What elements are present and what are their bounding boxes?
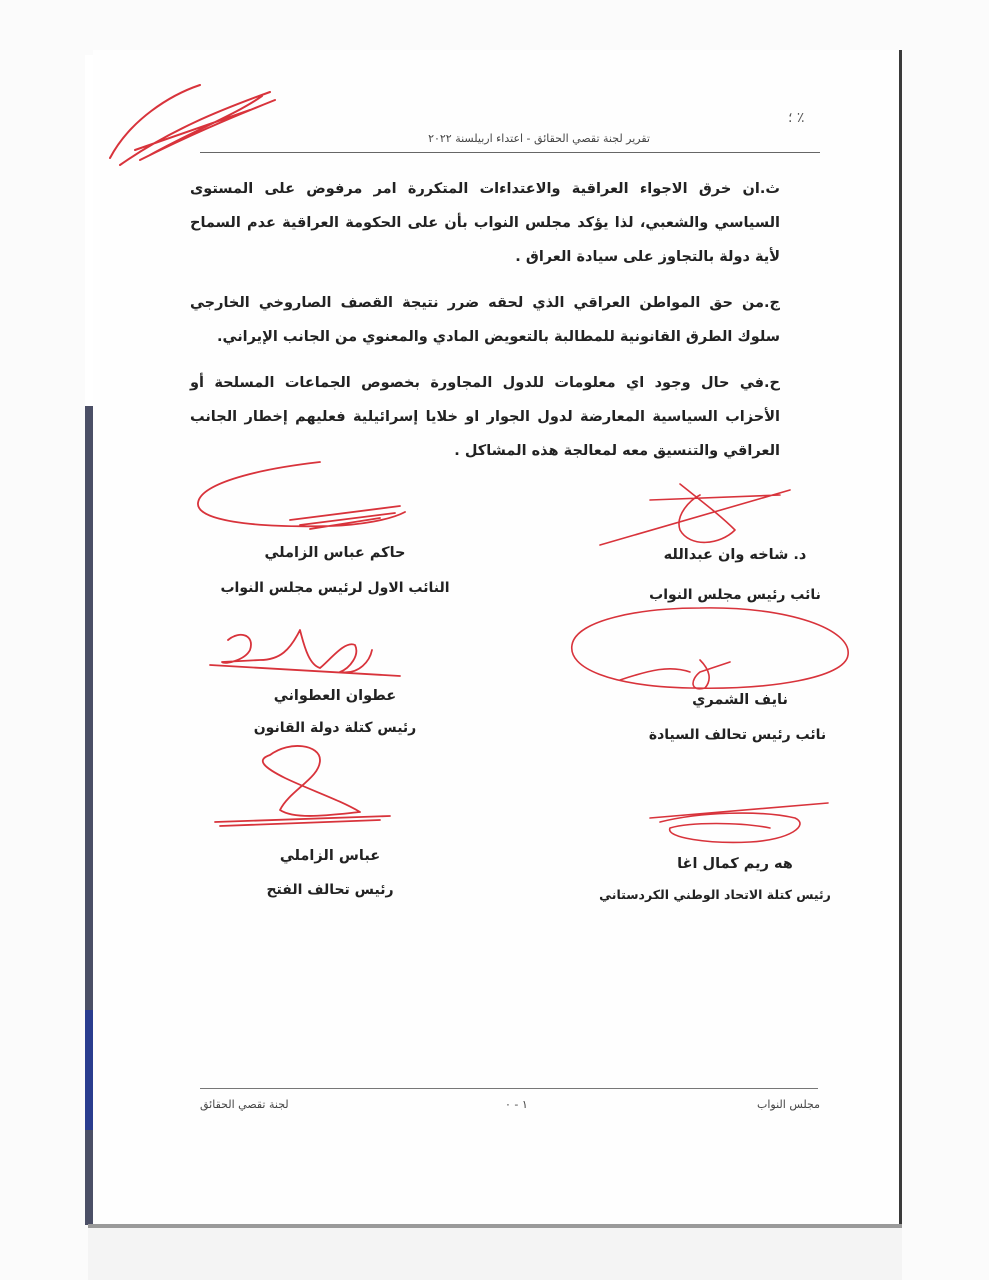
clause-prefix: ث. [759,181,780,197]
signatory-title: رئيس كتلة الاتحاد الوطني الكردستاني [599,887,831,902]
signatory-name: حاكم عباس الزاملي [264,545,406,561]
clause-tha [190,172,780,274]
footer-committee: لجنة تقصي الحقائق [200,1098,289,1111]
signatory-name: عطوان العطواني [273,688,397,704]
signatory-title: رئيس كتلة دولة القانون [253,720,417,736]
footer-parliament: مجلس النواب [757,1098,820,1111]
clause-ha [190,366,780,468]
clause-text: ان خرق الاجواء العراقية والاعتداءات المتكررة امر مرفوض على المستوى السياسي والشعبي، لذا يؤكد مجلس النواب بأن على الحكومة العراقية عدم السماح لأية دولة بالتجاوز على سيادة العراق . [190,181,780,265]
page-edge [899,50,902,1230]
signatory-title: النائب الاول لرئيس مجلس النواب [220,580,450,596]
clause-jeem [190,286,780,354]
page-mark: ؛ ٪ [788,110,805,126]
signatory-title: نائب رئيس مجلس النواب [649,587,821,603]
header-rule [200,152,820,153]
footer-rule [200,1088,818,1089]
scanner-bed [88,1228,902,1280]
signatory-name: نايف الشمري [692,692,788,708]
signatory-title: نائب رئيس تحالف السيادة [648,727,827,743]
signatory-name: عباس الزاملي [279,848,381,864]
clause-text: من حق المواطن العراقي الذي لحقه ضرر نتيجة القصف الصاروخي الخارجي سلوك الطرق القانونية للمطالبة بالتعويض المادي والمعنوي من الجانب الإيراني. [190,295,780,345]
footer-page-number: ١ - ٠ [505,1098,528,1111]
signatory-name: هه ريم كمال اغا [677,856,793,872]
signatory-title: رئيس تحالف الفتح [266,882,394,898]
clause-prefix: ح. [764,375,780,391]
clause-text: في حال وجود اي معلومات للدول المجاورة بخصوص الجماعات المسلحة أو الأحزاب السياسية المعارضة لدول الجوار او خلايا إسرائيلية فعليهم إخطار الجانب العراقي والتنسيق معه لمعالجة هذه المشاكل . [190,375,780,459]
report-title: تقرير لجنة تقصي الحقائق - اعتداء اربيلسنة ٢٠٢٢ [428,132,650,145]
signatory-name: د. شاخه وان عبدالله [663,547,807,563]
clause-prefix: ج. [764,295,780,311]
